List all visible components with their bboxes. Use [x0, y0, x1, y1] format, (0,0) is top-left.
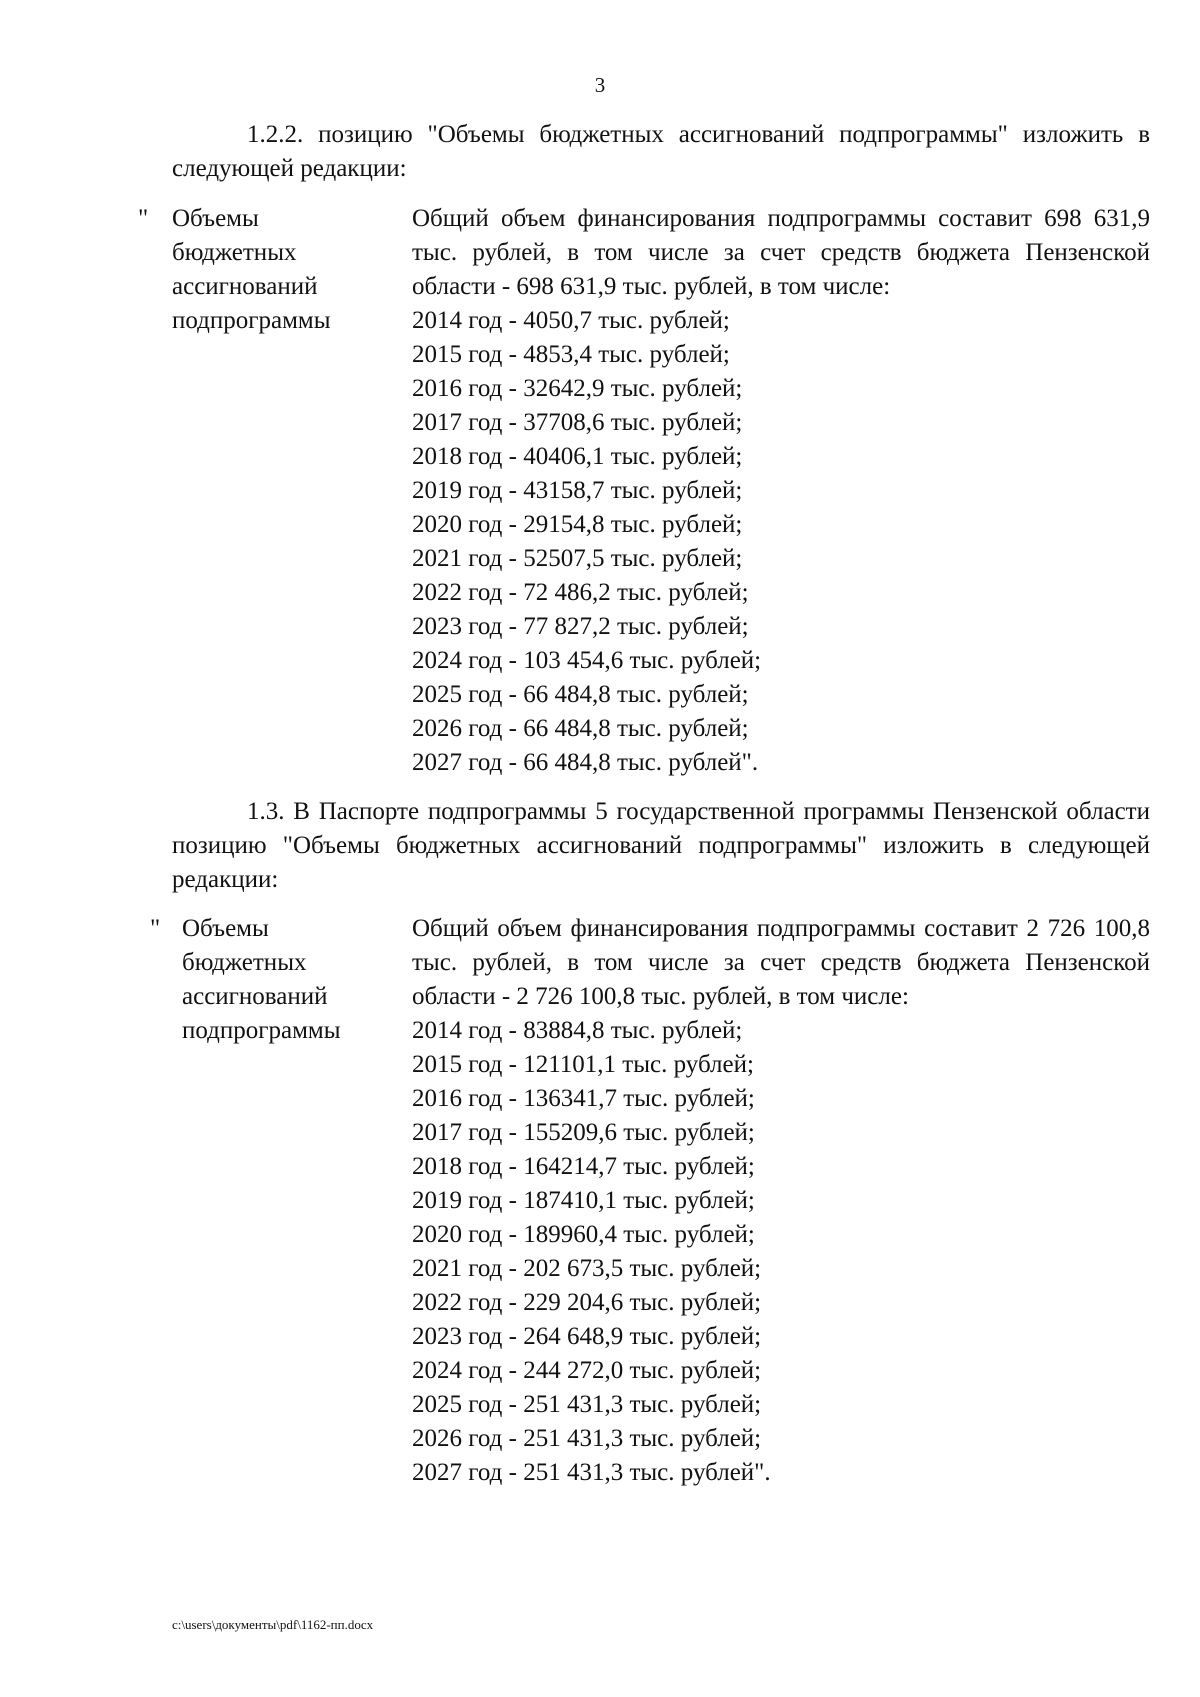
year-allocation-line: 2025 год - 66 484,8 тыс. рублей; — [412, 681, 749, 708]
budget-label-column — [172, 202, 331, 338]
footer-file-path: c:\users\документы\pdf\1162-пп.docx — [172, 1617, 374, 1632]
year-allocation-line: 2023 год - 264 648,9 тыс. рублей; — [412, 1323, 762, 1350]
year-allocation-line: 2020 год - 29154,8 тыс. рублей; — [412, 511, 743, 538]
year-allocation-line: 2016 год - 32642,9 тыс. рублей; — [412, 375, 743, 402]
financing-intro: Общий объем финансирования подпрограммы составит 2 726 100,8 тыс. рублей, в том числе за счет средств бюджета Пензенской области - 2 726 100,8 тыс. рублей, в том числе: — [412, 915, 1150, 1010]
label-line: Объемы — [182, 915, 269, 942]
budget-content-column — [412, 912, 1150, 1490]
label-line: ассигнований — [172, 273, 318, 300]
label-line: ассигнований — [182, 983, 328, 1010]
year-allocation-line: 2020 год - 189960,4 тыс. рублей; — [412, 1221, 755, 1248]
year-allocation-line: 2021 год - 52507,5 тыс. рублей; — [412, 545, 743, 572]
opening-quote-mark: " — [138, 205, 149, 232]
year-allocation-line: 2024 год - 103 454,6 тыс. рублей; — [412, 647, 762, 674]
year-allocation-line: 2026 год - 251 431,3 тыс. рублей; — [412, 1425, 762, 1452]
year-allocation-line: 2021 год - 202 673,5 тыс. рублей; — [412, 1255, 762, 1282]
year-allocation-line: 2023 год - 77 827,2 тыс. рублей; — [412, 613, 749, 640]
year-allocation-line: 2022 год - 229 204,6 тыс. рублей; — [412, 1289, 762, 1316]
year-allocation-line: 2026 год - 66 484,8 тыс. рублей; — [412, 715, 749, 742]
budget-content-column — [412, 202, 1150, 780]
section-1-2-2-paragraph — [172, 118, 1150, 186]
section-1-2-2-text: 1.2.2. позицию "Объемы бюджетных ассигнований подпрограммы" изложить в следующей редакции: — [172, 121, 1150, 182]
year-allocation-line: 2019 год - 187410,1 тыс. рублей; — [412, 1187, 755, 1214]
opening-quote-mark: " — [150, 915, 161, 942]
year-allocation-line: 2016 год - 136341,7 тыс. рублей; — [412, 1085, 755, 1112]
year-allocation-line: 2017 год - 37708,6 тыс. рублей; — [412, 409, 743, 436]
label-line: подпрограммы — [172, 307, 331, 334]
year-allocation-line: 2018 год - 40406,1 тыс. рублей; — [412, 443, 743, 470]
year-allocation-line: 2019 год - 43158,7 тыс. рублей; — [412, 477, 743, 504]
label-line: бюджетных — [182, 949, 307, 976]
year-allocation-line: 2022 год - 72 486,2 тыс. рублей; — [412, 579, 749, 606]
year-allocation-line: 2015 год - 121101,1 тыс. рублей; — [412, 1051, 754, 1078]
year-allocation-line: 2024 год - 244 272,0 тыс. рублей; — [412, 1357, 762, 1384]
year-allocation-line: 2017 год - 155209,6 тыс. рублей; — [412, 1119, 755, 1146]
label-line: бюджетных — [172, 239, 297, 266]
label-line: подпрограммы — [182, 1017, 341, 1044]
section-1-3-paragraph — [172, 795, 1150, 897]
year-allocation-line: 2014 год - 83884,8 тыс. рублей; — [412, 1017, 743, 1044]
year-allocation-line: 2015 год - 4853,4 тыс. рублей; — [412, 341, 730, 368]
financing-intro: Общий объем финансирования подпрограммы составит 698 631,9 тыс. рублей, в том числе за счет средств бюджета Пензенской области - 698 631,9 тыс. рублей, в том числе: — [412, 205, 1150, 300]
year-allocation-line: 2014 год - 4050,7 тыс. рублей; — [412, 307, 730, 334]
year-allocation-line: 2018 год - 164214,7 тыс. рублей; — [412, 1153, 755, 1180]
year-allocation-line: 2027 год - 66 484,8 тыс. рублей". — [412, 749, 759, 776]
year-allocation-line: 2025 год - 251 431,3 тыс. рублей; — [412, 1391, 762, 1418]
section-1-3-text: 1.3. В Паспорте подпрограммы 5 государственной программы Пензенской области позицию "Объемы бюджетных ассигнований подпрограммы" изложить в следующей редакции: — [172, 798, 1150, 893]
year-allocation-line: 2027 год - 251 431,3 тыс. рублей". — [412, 1459, 771, 1486]
page-number: 3 — [594, 73, 606, 97]
label-line: Объемы — [172, 205, 259, 232]
budget-label-column — [182, 912, 341, 1048]
